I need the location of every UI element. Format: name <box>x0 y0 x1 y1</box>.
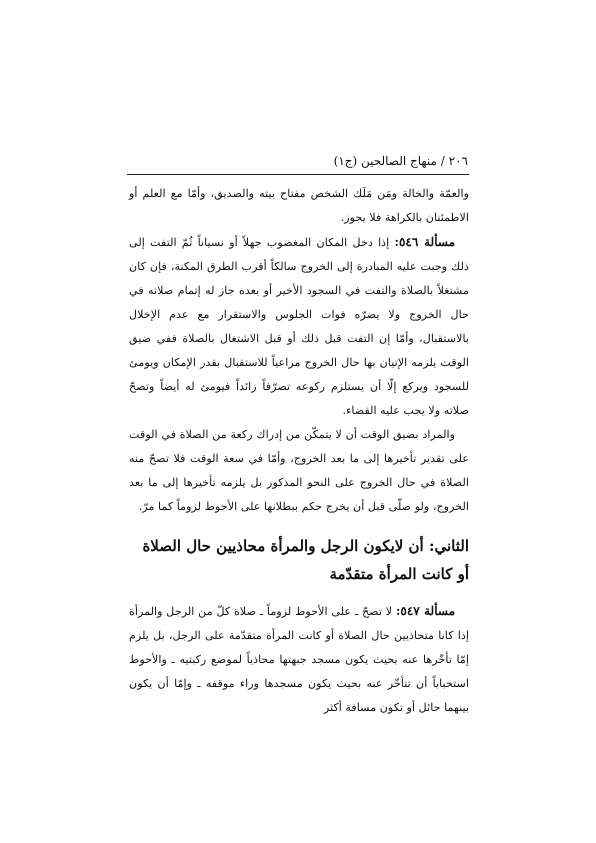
issue-number-label: مسألة ٥٤٧: <box>395 604 456 618</box>
paragraph-issue-547 <box>129 599 469 720</box>
section-heading <box>129 532 469 588</box>
section-title-line-1: الثاني: أن لايكون الرجل والمرأة محاذيين حال الصلاة <box>142 537 469 555</box>
issue-text: لا تصحّ ـ على الأحوط لزوماً ـ صلاة كلّ من الرجل والمرأة إذا كانا متحاذيين حال الصلاة أو كانت المرأة متقدّمة على الرجل، بل يلزم إمّا تأخّرها عنه بحيث يكون مسجد جبهتها محاذياً لموضع ركبتيه ـ والأحوط استحباباً أن تتأخّر عنه بحيث يكون مسجدها وراء موقفه ـ وإمّا أن يكون بينهما حائل أو تكون مسافة أكثر <box>129 605 469 714</box>
issue-number-label: مسألة ٥٤٦: <box>394 235 455 249</box>
running-header: ٢٠٦ / منهاج الصالحين (ج١) <box>333 154 468 168</box>
paragraph-issue-546 <box>129 230 469 423</box>
paragraph-narrow-time: والمراد بضيق الوقت أن لا يتمكّن من إدراك ركعة من الصلاة في الوقت على تقدير تأخيرها إلى ما بعد الخروج، وأمّا في سعة الوقت فلا تصحّ منه الصلاة في حال الخروج على النحو المذكور بل يلزمه تأخيرها إلى ما بعد الخروج، ولو صلّى قبل أن يخرج حكم ببطلانها على الأحوط لزوماً كما مرّ. <box>129 428 469 513</box>
main-text <box>129 182 469 720</box>
header-divider <box>127 174 469 175</box>
section-title-line-2: أو كانت المرأة متقدّمة <box>329 565 469 583</box>
issue-text: إذا دخل المكان المغصوب جهلاً أو نسياناً ثُمّ التفت إلى ذلك وجبت عليه المبادرة إلى الخروج سالكاً أقرب الطرق المكنة، فإن كان مشتغلاً بالصلاة والتفت في السجود الأخير أو بعده جاز له إتمام صلاته في حال الخروج ولا يضرّه فوات الجلوس والاستقرار مع عدم الإخلال بالاستقبال، وأمّا إن التفت قبل ذلك أو قبل الاشتغال بالصلاة ففي ضيق الوقت يلزمه الإتيان بها حال الخروج مراعياً للاستقبال بقدر الإمكان ويومئ للسجود ويركع إلّا أن يستلزم ركوعه تصرّفاً زائداً فيومئ له أيضاً وتصحّ صلاته ولا يجب عليه القضاء. <box>129 236 469 417</box>
paragraph-continuation: والعمّة والخالة ومَن مَلَك الشخص مفتاح بيته والصديق، وأمّا مع العلم أو الاطمئنان بالكراهة فلا يجوز. <box>129 187 469 224</box>
